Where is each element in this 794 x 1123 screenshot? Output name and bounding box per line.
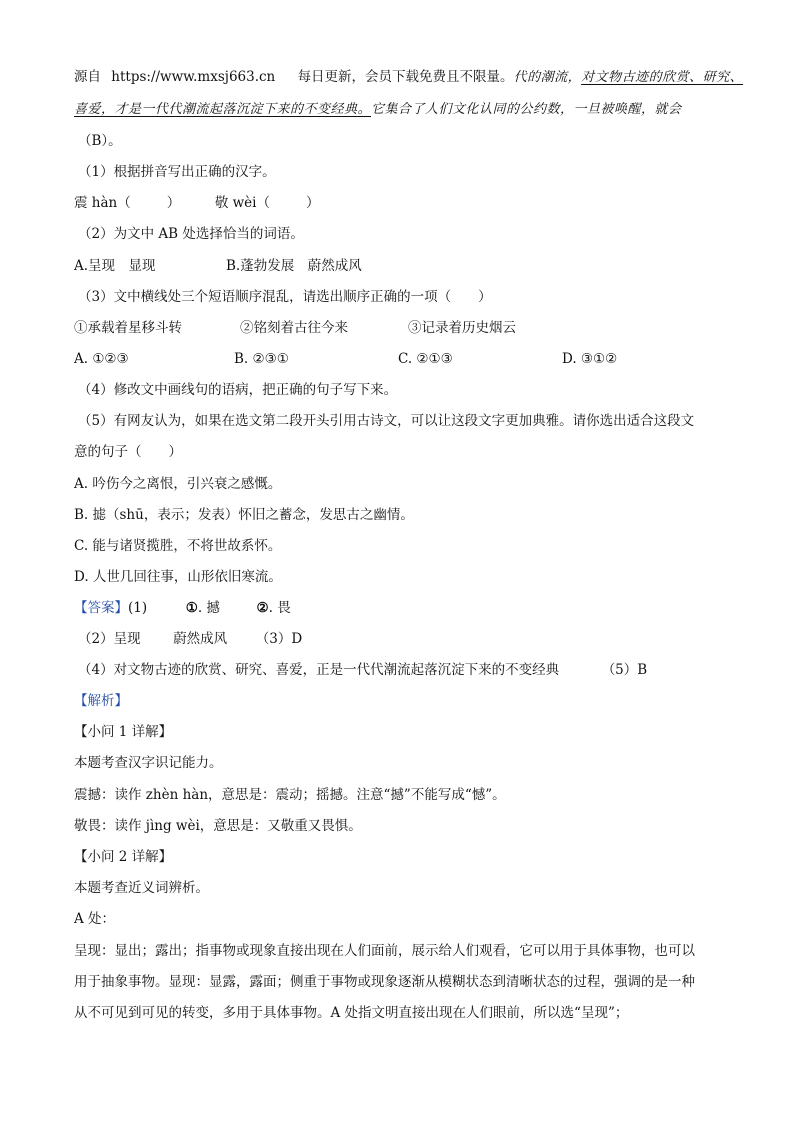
question-2: （2）为文中 AB 处选择恰当的词语。 xyxy=(78,226,304,242)
option-3b: B. ②③① xyxy=(234,351,289,367)
sub1-paragraph-1: 本题考查汉字识记能力。 xyxy=(74,755,223,771)
phrase-1: ①承载着星移斗转 xyxy=(74,320,182,336)
sub1-paragraph-2: 震撼：读作 zhèn hàn，意思是：震动；摇撼。注意“撼”不能写成“憾”。 xyxy=(74,787,506,803)
source-url[interactable]: https://www.mxsj663.cn xyxy=(111,69,276,85)
question-5-line-1: （5）有网友认为，如果在选文第二段开头引用古诗文，可以让这段文字更加典雅。请你选出适合这段文 xyxy=(78,413,695,429)
blank-wei: 敬 wèi（ xyxy=(214,195,270,211)
sub-question-1-heading: 【小问 1 详解】 xyxy=(74,724,173,740)
sub2-paragraph-2: A 处： xyxy=(74,911,116,927)
sub2-paragraph-1: 本题考查近义词辨析。 xyxy=(74,880,209,896)
phrase-3: ③记录着历史烟云 xyxy=(408,320,516,336)
option-5c: C. 能与诸贤揽胜，不将世故系怀。 xyxy=(74,538,282,554)
sub2-paragraph-4: 用于抽象事物。显现：显露，露面；侧重于事物或现象逐渐从模糊状态到清晰状态的过程，强调的是一种 xyxy=(74,974,695,990)
answer-label: 【答案】 xyxy=(74,600,128,616)
option-3a: A. ①②③ xyxy=(74,351,129,367)
sub1-paragraph-3: 敬畏：读作 jìng wèi，意思是：又敬重又畏惧。 xyxy=(74,818,362,834)
header-line-3: （B）。 xyxy=(78,133,122,149)
option-3d: D. ③①② xyxy=(562,351,618,367)
source-prefix: 源自 xyxy=(74,69,101,85)
underlined-sentence-1: 对文物古迹的欣赏、研究、 xyxy=(581,70,744,85)
header-line-2 xyxy=(74,100,682,119)
question-3: （3）文中横线处三个短语顺序混乱，请选出顺序正确的一项（ ） xyxy=(78,289,492,305)
option-2b: B.蓬勃发展 蔚然成风 xyxy=(226,258,362,274)
answer-mark-2: ② xyxy=(256,600,269,616)
question-3-options xyxy=(74,350,618,368)
handwritten-text-1: 代的潮流， xyxy=(513,70,582,85)
option-5a: A. 吟伤今之离恨，引兴衰之感慨。 xyxy=(74,476,282,492)
option-2a: A.呈现 显现 xyxy=(74,258,156,274)
site-notice: 每日更新，会员下载免费且不限量。 xyxy=(297,69,514,85)
blank-han: 震 hàn（ xyxy=(74,195,131,211)
analysis-label: 【解析】 xyxy=(74,693,128,709)
question-1: （1）根据拼音写出正确的汉字。 xyxy=(78,164,276,180)
header-line-1 xyxy=(74,68,743,87)
sub2-paragraph-5: 从不可见到可见的转变，多用于具体事物。A 处指文明直接出现在人们眼前，所以选“呈现”； xyxy=(74,1005,629,1021)
option-3c: C. ②①③ xyxy=(398,351,453,367)
answer-mark-1: ① xyxy=(185,600,198,616)
phrase-2: ②铭刻着古往今来 xyxy=(240,320,348,336)
question-5-line-2: 意的句子（ ） xyxy=(74,444,182,460)
underlined-sentence-2: 喜爱，才是一代代潮流起落沉淀下来的不变经典。 xyxy=(74,102,372,117)
question-4: （4）修改文中画线句的语病，把正确的句子写下来。 xyxy=(78,382,398,398)
question-3-phrases xyxy=(74,319,516,337)
answer-line-3: （4）对文物古迹的欣赏、研究、喜爱，正是一代代潮流起落沉淀下来的不变经典 （5）B xyxy=(78,662,648,678)
sub2-paragraph-3: 呈现：显出；露出；指事物或现象直接出现在人们面前，展示给人们观看，它可以用于具体事物，也可以 xyxy=(74,943,695,959)
answer-line-2: （2）呈现 蔚然成风 （3）D xyxy=(78,631,303,647)
answer-line-1: 【答案】(1) ①. 撼 ②. 畏 xyxy=(74,600,291,616)
question-2-options xyxy=(74,257,362,275)
option-5d: D. 人世几回往事，山形依旧寒流。 xyxy=(74,569,282,585)
question-1-blanks: 震 hàn（ ） 敬 wèi（ ） xyxy=(74,195,320,211)
sub-question-2-heading: 【小问 2 详解】 xyxy=(74,849,173,865)
handwritten-text-2: 它集合了人们文化认同的公约数，一旦被唤醒，就会 xyxy=(371,102,682,117)
option-5b: B. 摅（shū，表示；发表）怀旧之蓄念，发思古之幽情。 xyxy=(74,507,414,523)
